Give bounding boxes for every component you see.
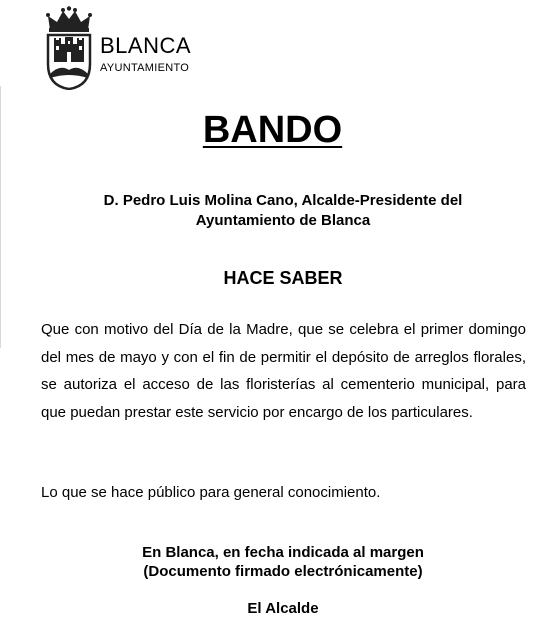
document-title: BANDO: [202, 109, 343, 151]
brand: [100, 34, 191, 74]
signoff-line-1: En Blanca, en fecha indicada al margen: [142, 544, 424, 561]
announcement-heading: HACE SABER: [223, 268, 343, 288]
signoff: [0, 543, 545, 581]
coat-of-arms-icon: [44, 6, 94, 90]
official-line-2: Ayuntamiento de Blanca: [195, 212, 371, 229]
municipality-name: BLANCA: [100, 33, 192, 58]
signer-title: El Alcalde: [247, 600, 319, 617]
municipality-subtitle: AYUNTAMIENTO: [100, 62, 190, 74]
issuing-official: [0, 191, 545, 231]
body-paragraph: Que con motivo del Día de la Madre, que se celebra el primer domingo del mes de mayo y con el fin de permitir el depósito de arreglos florales, se autoriza el acceso de las floristerías al cementerio municipal, para que puedan prestar este servicio por encargo de los particulares.: [41, 321, 526, 421]
official-line-1: D. Pedro Luis Molina Cano, Alcalde-Presidente del: [103, 192, 463, 209]
closing-paragraph: Lo que se hace público para general conocimiento.: [41, 484, 381, 501]
letterhead: [44, 6, 191, 90]
signoff-line-2: (Documento firmado electrónicamente): [143, 563, 423, 580]
